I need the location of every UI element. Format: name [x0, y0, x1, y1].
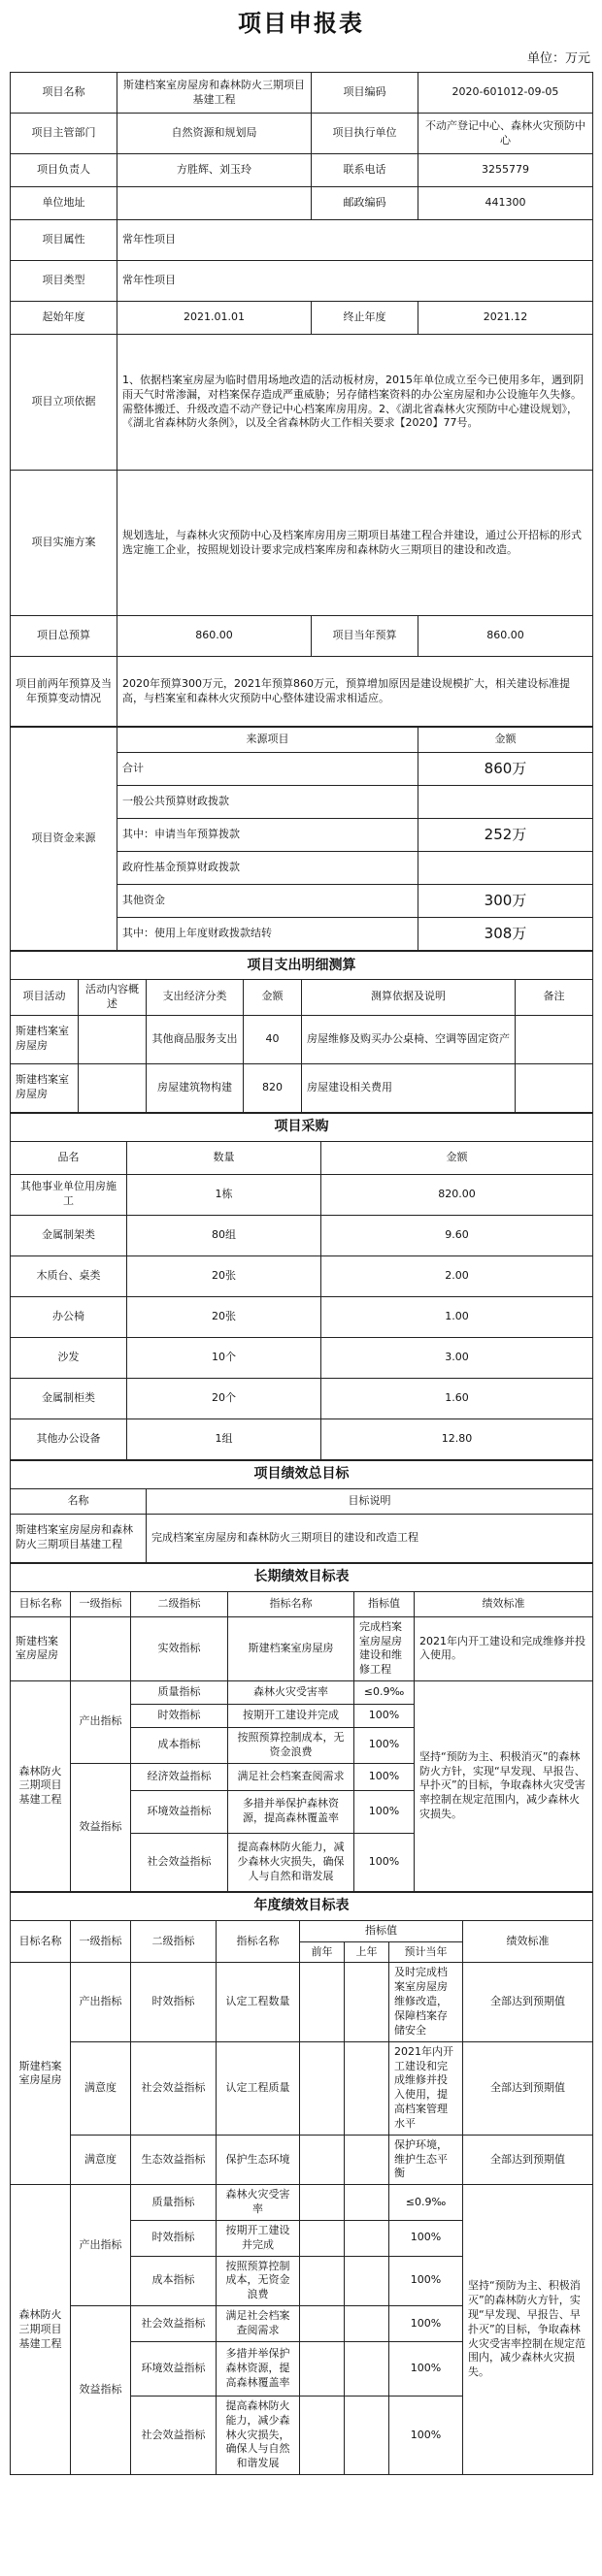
annual-v1 [300, 2256, 345, 2306]
plan-text: 规划选址，与森林火灾预防中心及档案库房用房三期项目基建工程合并建设，通过公开招标的形式选定施工企业，按照规划设计要求完成档案库房和森林防火三期项目的建设和改造。 [117, 471, 593, 616]
address-label: 单位地址 [11, 187, 117, 220]
overall-goal-table [10, 1460, 593, 1563]
end-year: 2021.12 [418, 302, 593, 335]
lt-value: 100% [354, 1728, 415, 1764]
dept-label: 项目主管部门 [11, 114, 117, 154]
table-row [11, 2041, 593, 2135]
start-label: 起始年度 [11, 302, 117, 335]
annual-standard: 全部达到预期值 [463, 2041, 593, 2135]
long-term-header: 目标名称 [11, 1591, 71, 1616]
annual-standard: 全部达到预期值 [463, 2135, 593, 2185]
expense-detail-table [10, 951, 593, 1113]
table-row [11, 1418, 593, 1459]
annual-v2 [345, 1963, 389, 2041]
procurement-amount: 820.00 [321, 1174, 593, 1215]
table-row [11, 1215, 593, 1255]
procurement-table [10, 1113, 593, 1460]
type-label: 项目类型 [11, 261, 117, 302]
annual-v3: 保护环境，维护生态平衡 [389, 2135, 463, 2185]
procurement-name: 其他事业单位用房施工 [11, 1174, 127, 1215]
procurement-amount: 1.00 [321, 1296, 593, 1337]
procurement-header: 数量 [127, 1141, 321, 1174]
annual-l1: 满意度 [71, 2041, 131, 2135]
lt-standard: 坚持“预防为主、积极消灭”的森林防火方针，实现“早发现、早报告、早扑灭”的目标，争取森林火灾受害率控制在规定范围内，减少森林火灾损失。 [415, 1681, 593, 1892]
annual-v2 [345, 2185, 389, 2221]
lt-value: 100% [354, 1705, 415, 1728]
lt-value: 100% [354, 1833, 415, 1891]
currency-unit: 单位：万元 [526, 51, 590, 66]
zip: 441300 [418, 187, 593, 220]
funds-row-amount [418, 852, 593, 885]
expense-header: 支出经济分类 [147, 980, 244, 1016]
table-row [11, 1296, 593, 1337]
annual-v3: 100% [389, 2341, 463, 2396]
phone-label: 联系电话 [312, 154, 418, 187]
long-term-header: 二级指标 [131, 1591, 228, 1616]
procurement-qty: 20个 [127, 1378, 321, 1418]
expense-note [516, 1015, 593, 1063]
annual-name: 按照预算控制成本，无资金浪费 [217, 2256, 300, 2306]
long-term-header: 指标名称 [228, 1591, 354, 1616]
expense-header: 项目活动 [11, 980, 79, 1016]
lt-l2: 质量指标 [131, 1681, 228, 1705]
table-row [11, 1616, 593, 1680]
lt-value: 100% [354, 1790, 415, 1833]
expense-basis: 房屋维修及购买办公桌椅、空调等固定资产 [302, 1015, 516, 1063]
procurement-amount: 12.80 [321, 1418, 593, 1459]
table-row [11, 1378, 593, 1418]
lt-name: 森林火灾受害率 [228, 1681, 354, 1705]
procurement-name: 办公椅 [11, 1296, 127, 1337]
annual-l2: 社会效益指标 [131, 2396, 217, 2474]
lt-value: ≤0.9‰ [354, 1681, 415, 1705]
lt-name: 提高森林防火能力，减少森林火灾损失，确保人与自然和谐发展 [228, 1833, 354, 1891]
annual-l2: 质量指标 [131, 2185, 217, 2221]
annual-l2: 生态效益指标 [131, 2135, 217, 2185]
address [117, 187, 312, 220]
annual-l1: 产出指标 [71, 2185, 131, 2306]
annual-subheader: 上年 [345, 1941, 389, 1963]
expense-basis: 房屋建设相关费用 [302, 1063, 516, 1112]
annual-l1: 满意度 [71, 2135, 131, 2185]
overall-goal-desc-label: 目标说明 [147, 1488, 593, 1514]
dept: 自然资源和规划局 [117, 114, 312, 154]
annual-v3: 100% [389, 2220, 463, 2256]
table-row [11, 2135, 593, 2185]
expense-content [79, 1063, 147, 1112]
overall-goal-name-label: 名称 [11, 1488, 147, 1514]
annual-v1 [300, 2135, 345, 2185]
annual-v2 [345, 2341, 389, 2396]
plan-label: 项目实施方案 [11, 471, 117, 616]
annual-v3: 100% [389, 2306, 463, 2342]
lt-l1: 效益指标 [71, 1763, 131, 1891]
expense-header: 活动内容概述 [79, 980, 147, 1016]
annual-goal: 森林防火三期项目基建工程 [11, 2185, 71, 2475]
procurement-amount: 9.60 [321, 1215, 593, 1255]
expense-activity: 斯建档案室房屋房 [11, 1015, 79, 1063]
annual-standard: 坚持“预防为主、积极消灭”的森林防火方针，实现“早发现、早报告、早扑灭”的目标，争取森林火灾受害率控制在规定范围内，减少森林火灾损失。 [463, 2185, 593, 2475]
lt-value: 100% [354, 1763, 415, 1790]
overall-goal-desc: 完成档案室房屋房和森林防火三期项目的建设和改造工程 [147, 1514, 593, 1562]
lt-value: 完成档案室房屋房建设和维修工程 [354, 1616, 415, 1680]
annual-goal-table [10, 1892, 593, 2475]
lt-l2: 经济效益指标 [131, 1763, 228, 1790]
annual-v1 [300, 2185, 345, 2221]
expense-header: 备注 [516, 980, 593, 1016]
annual-header: 绩效标准 [463, 1920, 593, 1963]
annual-header: 一级指标 [71, 1920, 131, 1963]
type: 常年性项目 [117, 261, 593, 302]
lt-l2: 成本指标 [131, 1728, 228, 1764]
funds-row-amount: 252万 [418, 819, 593, 852]
procurement-name: 其他办公设备 [11, 1418, 127, 1459]
expense-category: 其他商品服务支出 [147, 1015, 244, 1063]
annual-name: 认定工程数量 [217, 1963, 300, 2041]
funds-head-item: 来源项目 [117, 728, 418, 753]
annual-v2 [345, 2306, 389, 2342]
exec-unit: 不动产登记中心、森林火灾预防中心 [418, 114, 593, 154]
expense-amount: 820 [244, 1063, 302, 1112]
annual-v1 [300, 2396, 345, 2474]
overall-goal-name: 斯建档案室房屋房和森林防火三期项目基建工程 [11, 1514, 147, 1562]
annual-subheader: 预计当年 [389, 1941, 463, 1963]
lt-name: 按照预算控制成本，无资金浪费 [228, 1728, 354, 1764]
budget-year: 860.00 [418, 616, 593, 657]
annual-header: 二级指标 [131, 1920, 217, 1963]
annual-subheader: 前年 [300, 1941, 345, 1963]
long-term-header: 指标值 [354, 1591, 415, 1616]
annual-l2: 环境效益指标 [131, 2341, 217, 2396]
funds-row-name: 政府性基金预算财政拨款 [117, 852, 418, 885]
expense-header: 金额 [244, 980, 302, 1016]
lt-goal: 森林防火三期项目基建工程 [11, 1681, 71, 1892]
lt-name: 满足社会档案查阅需求 [228, 1763, 354, 1790]
annual-standard: 全部达到预期值 [463, 1963, 593, 2041]
funds-row-amount: 308万 [418, 918, 593, 951]
annual-name: 按期开工建设并完成 [217, 2220, 300, 2256]
manager-label: 项目负责人 [11, 154, 117, 187]
page-title: 项目申报表 [238, 10, 364, 37]
table-row [11, 1255, 593, 1296]
lt-standard: 2021年内开工建设和完成维修并投入使用。 [415, 1616, 593, 1680]
lt-goal: 斯建档案室房屋房 [11, 1616, 71, 1680]
funds-row-amount: 300万 [418, 885, 593, 918]
start-year: 2021.01.01 [117, 302, 312, 335]
annual-v1 [300, 2341, 345, 2396]
expense-content [79, 1015, 147, 1063]
table-row [11, 1174, 593, 1215]
annual-l2: 时效指标 [131, 1963, 217, 2041]
annual-name: 满足社会档案查阅需求 [217, 2306, 300, 2342]
expense-category: 房屋建筑物构建 [147, 1063, 244, 1112]
procurement-amount: 1.60 [321, 1378, 593, 1418]
funds-row-amount: 860万 [418, 753, 593, 786]
procurement-name: 木质台、桌类 [11, 1255, 127, 1296]
overall-goal-title: 项目绩效总目标 [11, 1460, 593, 1488]
funds-row-name: 一般公共预算财政拨款 [117, 786, 418, 819]
annual-name: 提高森林防火能力，减少森林火灾损失，确保人与自然和谐发展 [217, 2396, 300, 2474]
procurement-qty: 80组 [127, 1215, 321, 1255]
budget-total: 860.00 [117, 616, 312, 657]
procurement-header: 品名 [11, 1141, 127, 1174]
project-code: 2020-601012-09-05 [418, 73, 593, 114]
procurement-qty: 1栋 [127, 1174, 321, 1215]
lt-name: 多措并举保护森林资源，提高森林覆盖率 [228, 1790, 354, 1833]
procurement-qty: 1组 [127, 1418, 321, 1459]
phone: 3255779 [418, 154, 593, 187]
annual-l1: 产出指标 [71, 1963, 131, 2041]
annual-v1 [300, 2306, 345, 2342]
annual-v1 [300, 2041, 345, 2135]
expense-header: 测算依据及说明 [302, 980, 516, 1016]
expense-title: 项目支出明细测算 [11, 952, 593, 980]
annual-v3: 100% [389, 2396, 463, 2474]
annual-goal: 斯建档案室房屋房 [11, 1963, 71, 2185]
annual-v1 [300, 1963, 345, 2041]
procurement-title: 项目采购 [11, 1113, 593, 1141]
manager: 方胜辉、刘玉玲 [117, 154, 312, 187]
funds-row-name: 其他资金 [117, 885, 418, 918]
annual-name: 森林火灾受害率 [217, 2185, 300, 2221]
funding-source-table [10, 727, 593, 951]
annual-l2: 时效指标 [131, 2220, 217, 2256]
exec-unit-label: 项目执行单位 [312, 114, 418, 154]
annual-v2 [345, 2041, 389, 2135]
funds-head-amount: 金额 [418, 728, 593, 753]
table-row [11, 1681, 593, 1705]
annual-l2: 社会效益指标 [131, 2306, 217, 2342]
long-term-header: 绩效标准 [415, 1591, 593, 1616]
lt-l2: 实效指标 [131, 1616, 228, 1680]
long-term-header: 一级指标 [71, 1591, 131, 1616]
budget-total-label: 项目总预算 [11, 616, 117, 657]
lt-name: 斯建档案室房屋房 [228, 1616, 354, 1680]
lt-l1: 产出指标 [71, 1681, 131, 1764]
procurement-qty: 20张 [127, 1255, 321, 1296]
annual-header: 目标名称 [11, 1920, 71, 1963]
annual-l2: 成本指标 [131, 2256, 217, 2306]
procurement-name: 金属制柜类 [11, 1378, 127, 1418]
annual-header: 指标名称 [217, 1920, 300, 1963]
table-row [11, 2185, 593, 2221]
annual-v2 [345, 2220, 389, 2256]
annual-name: 认定工程质量 [217, 2041, 300, 2135]
annual-name: 多措并举保护森林资源，提高森林覆盖率 [217, 2341, 300, 2396]
attr-label: 项目属性 [11, 220, 117, 261]
annual-v3: 2021年内开工建设和完成维修并投入使用，提高档案管理水平 [389, 2041, 463, 2135]
table-row [11, 1963, 593, 2041]
basis-label: 项目立项依据 [11, 335, 117, 471]
long-term-title: 长期绩效目标表 [11, 1563, 593, 1591]
procurement-name: 金属制架类 [11, 1215, 127, 1255]
procurement-header: 金额 [321, 1141, 593, 1174]
expense-activity: 斯建档案室房屋房 [11, 1063, 79, 1112]
annual-title: 年度绩效目标表 [11, 1892, 593, 1920]
zip-label: 邮政编码 [312, 187, 418, 220]
funds-row-name: 合计 [117, 753, 418, 786]
procurement-qty: 10个 [127, 1337, 321, 1378]
table-row [11, 1063, 593, 1112]
funds-row-name: 其中：申请当年预算拨款 [117, 819, 418, 852]
procurement-qty: 20张 [127, 1296, 321, 1337]
budget-change-text: 2020年预算300万元，2021年预算860万元，预算增加原因是建设规模扩大，相关建设标准提高，与档案室和森林火灾预防中心整体建设需求相适应。 [117, 657, 593, 727]
annual-v3: ≤0.9‰ [389, 2185, 463, 2221]
procurement-amount: 3.00 [321, 1337, 593, 1378]
table-row [11, 1337, 593, 1378]
lt-l1 [71, 1616, 131, 1680]
end-label: 终止年度 [312, 302, 418, 335]
lt-l2: 环境效益指标 [131, 1790, 228, 1833]
basic-info-table [10, 72, 593, 727]
annual-v2 [345, 2135, 389, 2185]
annual-v2 [345, 2256, 389, 2306]
funds-row-amount [418, 786, 593, 819]
annual-l1: 效益指标 [71, 2306, 131, 2475]
project-name: 斯建档案室房屋房和森林防火三期项目基建工程 [117, 73, 312, 114]
procurement-amount: 2.00 [321, 1255, 593, 1296]
attr: 常年性项目 [117, 220, 593, 261]
funds-label: 项目资金来源 [11, 728, 117, 951]
table-row [11, 1015, 593, 1063]
long-term-goal-table [10, 1563, 593, 1892]
annual-v2 [345, 2396, 389, 2474]
project-code-label: 项目编码 [312, 73, 418, 114]
lt-name: 按期开工建设并完成 [228, 1705, 354, 1728]
expense-amount: 40 [244, 1015, 302, 1063]
expense-note [516, 1063, 593, 1112]
annual-l2: 社会效益指标 [131, 2041, 217, 2135]
annual-v3: 及时完成档案室房屋房维修改造，保障档案存储安全 [389, 1963, 463, 2041]
annual-header: 指标值 [300, 1920, 463, 1941]
procurement-name: 沙发 [11, 1337, 127, 1378]
budget-change-label: 项目前两年预算及当年预算变动情况 [11, 657, 117, 727]
basis-text: 1、依据档案室房屋为临时借用场地改造的活动板材房，2015年单位成立至今已使用多年，遇到阴雨天气时常渗漏，对档案保存造成严重威胁；另存储档案资料的办公室房屋和办公设施年久失修。需整体搬迁、升级改造不动产登记中心档案库房用房。2、《湖北省森林火灾预防中心建设规划》，《湖北省森林防火条例》，以及全省森林防火工作相关要求【2020】77号。 [117, 335, 593, 471]
funds-row-name: 其中：使用上年度财政拨款结转 [117, 918, 418, 951]
annual-v1 [300, 2220, 345, 2256]
annual-name: 保护生态环境 [217, 2135, 300, 2185]
budget-year-label: 项目当年预算 [312, 616, 418, 657]
annual-v3: 100% [389, 2256, 463, 2306]
lt-l2: 时效指标 [131, 1705, 228, 1728]
project-name-label: 项目名称 [11, 73, 117, 114]
lt-l2: 社会效益指标 [131, 1833, 228, 1891]
